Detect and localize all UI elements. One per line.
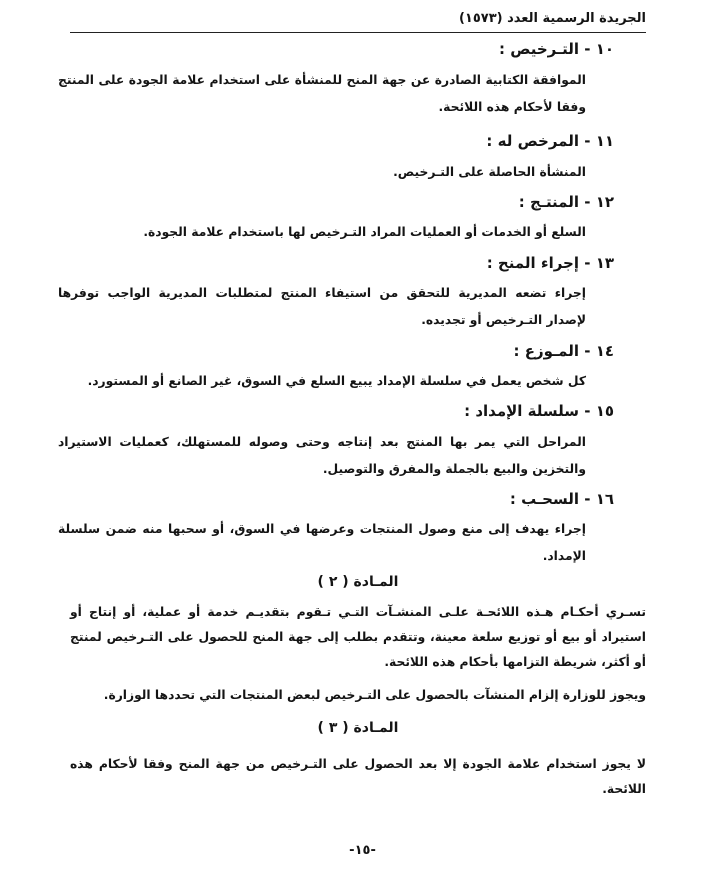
definition-term: المـوزع (524, 342, 580, 360)
article-paragraph: لا يجوز استخدام علامة الجودة إلا بعد الحصول على التـرخيص من جهة المنح وفقا لأحكام هذه اللائحة. (70, 757, 646, 796)
definition-number: ١٦ (595, 490, 614, 508)
definition-number: ١٠ (595, 40, 614, 58)
definition-text: إجراء يهدف إلى منع وصول المنتجات وعرضها في السوق، أو سحبها منه ضمن سلسلة الإمداد. (58, 522, 586, 563)
article-title: المـادة ( ٢ ) (317, 574, 399, 590)
definition-number: ١٢ (595, 193, 614, 211)
definition-number: ١٥ (595, 402, 614, 420)
definition-term: إجراء المنح (497, 254, 580, 272)
definition-term: سلسلة الإمداد (475, 402, 580, 420)
article-title: المـادة ( ٣ ) (317, 720, 399, 736)
definition-text: المنشأة الحاصلة على التـرخيص. (393, 165, 586, 179)
definition-text: الموافقة الكتابية الصادرة عن جهة المنح للمنشأة على استخدام علامة الجودة على المنتج وفقا لأحكام هذه اللائحة. (58, 73, 586, 114)
article-paragraph: تسـري أحكـام هـذه اللائحـة علـى المنشـآت التـي تـقوم بتقديـم خدمة أو عملية، أو إنتاج أو استيراد أو بيع أو توزيع سلعة معينة، وتتقدم بطلب إلى جهة المنح للحصول على التـرخيص لمنتج أو أكثر، شريطة التزامها بأحكام هذه اللائحة. (70, 605, 646, 669)
definition-text: السلع أو الخدمات أو العمليات المراد التـرخيص لها باستخدام علامة الجودة. (143, 225, 586, 239)
definition-text: المراحل التي يمر بها المنتج بعد إنتاجه وحتى وصوله للمستهلك، كعمليات الاستيراد والتخزين والبيع بالجملة والمفرق والتوصيل. (58, 435, 586, 476)
page-number: -١٥- (349, 843, 376, 858)
article-paragraph: ويجوز للوزارة إلزام المنشآت بالحصول على التـرخيص لبعض المنتجات التي تحددها الوزارة. (103, 688, 646, 702)
definition-heading: ١٦ - السحـب : (509, 490, 614, 508)
definition-term: السحـب (521, 490, 580, 508)
definition-heading: ١٢ - المنتـج : (518, 193, 614, 211)
definition-heading: ١٣ - إجراء المنح : (486, 254, 614, 272)
definition-term: التـرخيص (510, 40, 580, 58)
definition-heading: ١٠ - التـرخيص : (499, 40, 614, 58)
gazette-header: الجريدة الرسمية العدد (١٥٧٣) (70, 8, 646, 33)
definition-text: كل شخص يعمل في سلسلة الإمداد يبيع السلع في السوق، غير الصانع أو المستورد. (87, 374, 586, 388)
definition-heading: ١١ - المرخص له : (486, 132, 614, 150)
definition-heading: ١٤ - المـوزع : (513, 342, 614, 360)
definition-number: ١٣ (595, 254, 614, 272)
definition-term: المرخص له (497, 132, 580, 150)
definition-number: ١٤ (595, 342, 614, 360)
definition-heading: ١٥ - سلسلة الإمداد : (464, 402, 614, 420)
definition-text: إجراء تضعه المديرية للتحقق من استيفاء المنتج لمتطلبات المديرية الواجب توفرها لإصدار التـرخيص أو تجديده. (58, 286, 586, 327)
definition-number: ١١ (595, 132, 614, 150)
definition-term: المنتـج (530, 193, 580, 211)
